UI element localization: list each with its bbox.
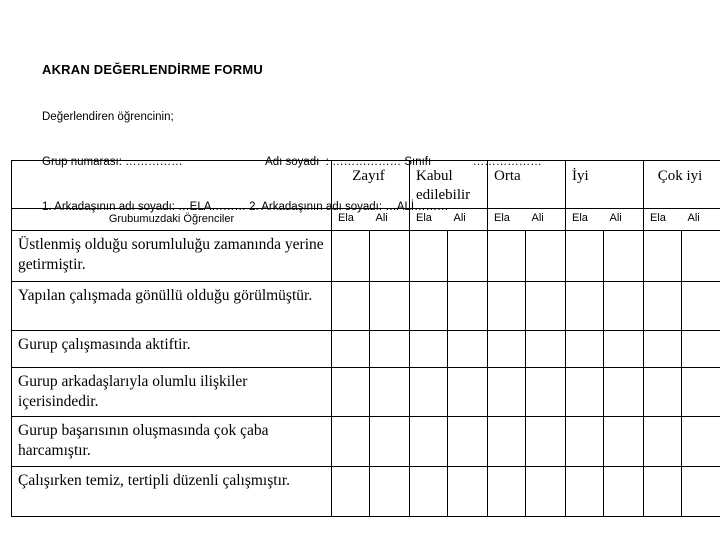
rating-cell[interactable]: [488, 282, 526, 331]
rating-cell[interactable]: [410, 231, 448, 282]
criterion-row: [12, 467, 720, 517]
level-header: İyi: [566, 161, 644, 209]
rating-cell[interactable]: [604, 467, 644, 517]
criterion-text: Gurup arkadaşlarıyla olumlu ilişkiler içerisindedir.: [12, 368, 332, 417]
rating-cell[interactable]: [682, 368, 720, 417]
criterion-row: [12, 231, 720, 282]
student-header: Ela: [410, 209, 448, 231]
rating-cell[interactable]: [526, 331, 566, 368]
rating-cell[interactable]: [332, 231, 370, 282]
student-header: Ela: [566, 209, 604, 231]
rating-cell[interactable]: [410, 331, 448, 368]
rating-cell[interactable]: [604, 417, 644, 467]
rating-cell[interactable]: [488, 331, 526, 368]
criterion-row: [12, 368, 720, 417]
rating-cell[interactable]: [644, 331, 682, 368]
rating-cell[interactable]: [682, 331, 720, 368]
rating-cell[interactable]: [370, 282, 410, 331]
rating-cell[interactable]: [566, 331, 604, 368]
corner-cell: [12, 161, 332, 209]
rating-cell[interactable]: [370, 467, 410, 517]
rating-cell[interactable]: [644, 231, 682, 282]
rating-cell[interactable]: [410, 368, 448, 417]
rating-cell[interactable]: [332, 331, 370, 368]
criterion-text: Çalışırken temiz, tertipli düzenli çalışmıştır.: [12, 467, 332, 517]
criterion-text: Gurup çalışmasında aktiftir.: [12, 331, 332, 368]
rating-cell[interactable]: [682, 231, 720, 282]
rating-cell[interactable]: [526, 231, 566, 282]
rating-cell[interactable]: [604, 368, 644, 417]
rating-cell[interactable]: [682, 417, 720, 467]
rating-cell[interactable]: [566, 467, 604, 517]
rating-cell[interactable]: [644, 282, 682, 331]
student-header: Ela: [332, 209, 370, 231]
rating-cell[interactable]: [526, 282, 566, 331]
rating-cell[interactable]: [566, 368, 604, 417]
group-header: Grubumuzdaki Öğrenciler: [12, 209, 332, 231]
criterion-text: Yapılan çalışmada gönüllü olduğu görülmüştür.: [12, 282, 332, 331]
student-header: Ali: [370, 209, 410, 231]
criterion-row: [12, 417, 720, 467]
rating-cell[interactable]: [566, 417, 604, 467]
criterion-text: Gurup başarısının oluşmasında çok çaba harcamıştır.: [12, 417, 332, 467]
student-header: Ela: [488, 209, 526, 231]
rating-cell[interactable]: [448, 417, 488, 467]
rating-cell[interactable]: [526, 368, 566, 417]
rating-cell[interactable]: [448, 282, 488, 331]
criterion-row: [12, 331, 720, 368]
rating-cell[interactable]: [488, 368, 526, 417]
criterion-text: Üstlenmiş olduğu sorumluluğu zamanında yerine getirmiştir.: [12, 231, 332, 282]
criteria-rows: [12, 231, 720, 517]
rating-cell[interactable]: [448, 467, 488, 517]
rating-cell[interactable]: [566, 282, 604, 331]
rating-cell[interactable]: [332, 282, 370, 331]
level-header: Zayıf: [332, 161, 410, 209]
rating-cell[interactable]: [448, 331, 488, 368]
rating-cell[interactable]: [332, 467, 370, 517]
student-header: Ali: [604, 209, 644, 231]
rating-cell[interactable]: [370, 368, 410, 417]
rating-cell[interactable]: [644, 368, 682, 417]
peer-names: 1. Arkadaşının adı soyadı: …ELA……… 2. Arkadaşının adı soyadı: …ALİ………: [42, 201, 449, 213]
rating-cell[interactable]: [682, 282, 720, 331]
rating-cell[interactable]: [604, 331, 644, 368]
rating-cell[interactable]: [644, 417, 682, 467]
level-header: Orta: [488, 161, 566, 209]
rating-cell[interactable]: [682, 467, 720, 517]
rating-cell[interactable]: [370, 417, 410, 467]
rating-cell[interactable]: [566, 231, 604, 282]
student-header: Ela: [644, 209, 682, 231]
form-title: AKRAN DEĞERLENDİRME FORMU: [42, 62, 263, 77]
rating-cell[interactable]: [370, 231, 410, 282]
rating-cell[interactable]: [410, 417, 448, 467]
rating-cell[interactable]: [604, 282, 644, 331]
rating-cell[interactable]: [410, 467, 448, 517]
evaluation-table: [11, 160, 720, 517]
rating-cell[interactable]: [604, 231, 644, 282]
rating-cell[interactable]: [410, 282, 448, 331]
level-header-row: [12, 161, 720, 209]
rating-cell[interactable]: [448, 231, 488, 282]
rating-cell[interactable]: [526, 467, 566, 517]
rating-cell[interactable]: [488, 231, 526, 282]
evaluator-label: Değerlendiren öğrencinin;: [42, 111, 174, 123]
rating-cell[interactable]: [526, 417, 566, 467]
rating-cell[interactable]: [488, 467, 526, 517]
rating-cell[interactable]: [448, 368, 488, 417]
level-header: Çok iyi: [644, 161, 720, 209]
rating-cell[interactable]: [332, 417, 370, 467]
rating-cell[interactable]: [332, 368, 370, 417]
criterion-row: [12, 282, 720, 331]
student-header: Ali: [682, 209, 720, 231]
level-header: Kabul edilebilir: [410, 161, 488, 209]
rating-cell[interactable]: [644, 467, 682, 517]
student-header-row: [12, 209, 720, 231]
rating-cell[interactable]: [370, 331, 410, 368]
evaluator-fields: Grup numarası: …………… Adı soyadı : ……………… Sınıfı ………………: [42, 156, 542, 168]
rating-cell[interactable]: [488, 417, 526, 467]
student-header: Ali: [526, 209, 566, 231]
student-header: Ali: [448, 209, 488, 231]
